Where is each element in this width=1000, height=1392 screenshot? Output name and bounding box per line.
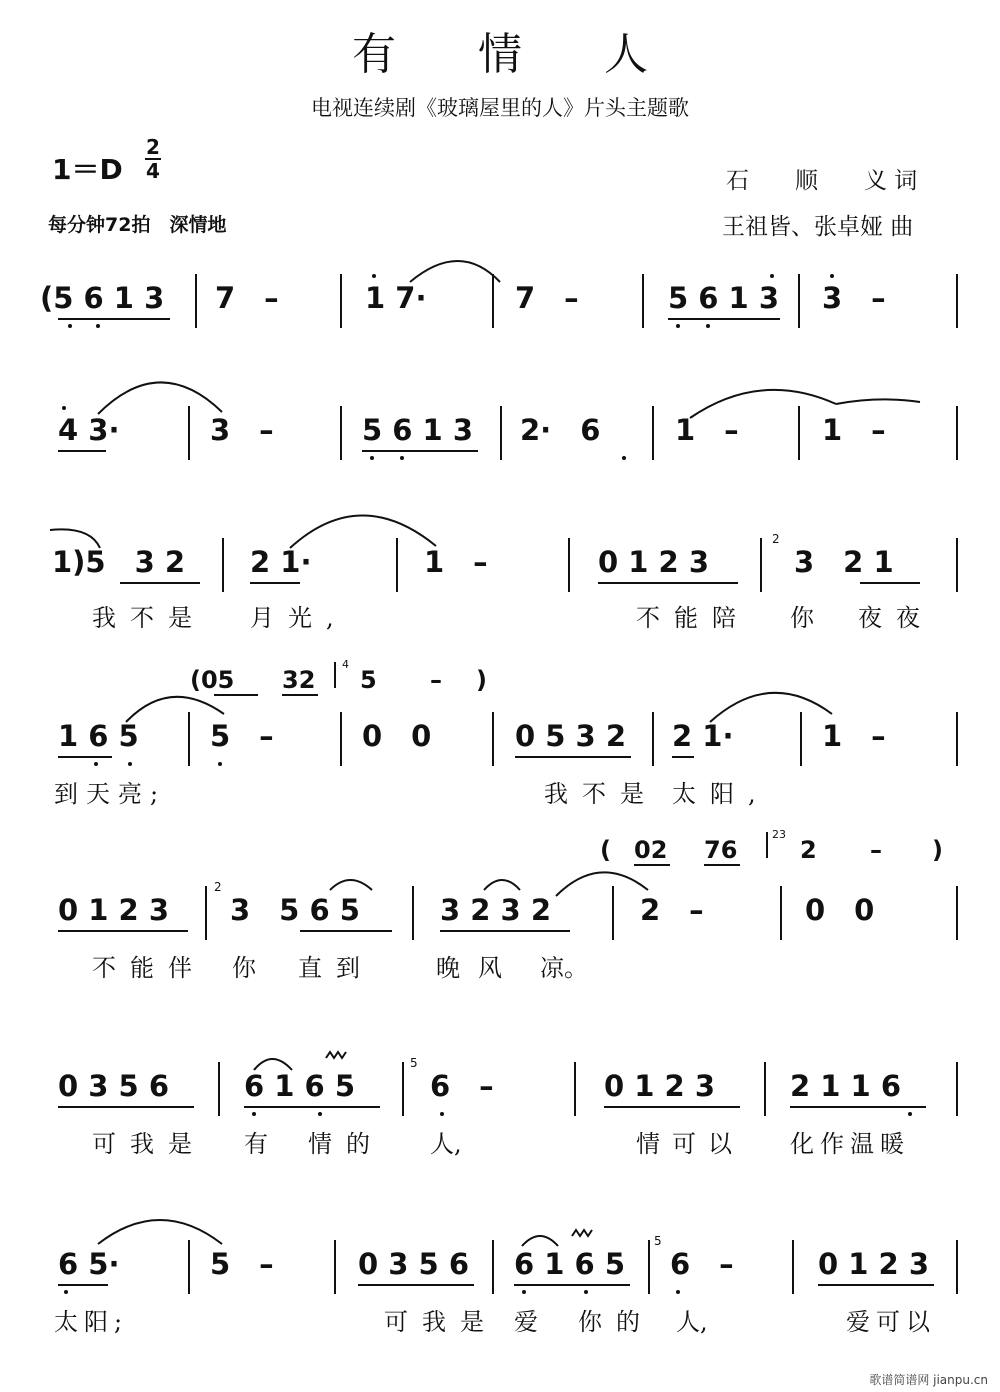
tempo-marking: 每分钟72拍 深情地: [48, 214, 227, 236]
slur: [98, 1220, 222, 1244]
lyric: 你: [232, 954, 256, 982]
lyric: 晚风: [436, 954, 520, 982]
measure: 5 6 1 3: [362, 413, 474, 447]
measure: 5 –: [210, 719, 274, 753]
slur: [836, 399, 920, 404]
measure: 0 1 2 3: [598, 545, 710, 579]
lyric: 夜夜: [858, 604, 934, 632]
lyric: 可我是: [92, 1130, 206, 1158]
measure: 3 2 3 2: [440, 893, 552, 927]
composer-credit: 王祖皆、张卓娅 曲: [722, 214, 914, 240]
slur: [484, 880, 520, 890]
lyric: 爱: [514, 1308, 538, 1336]
lyric: 直到: [298, 954, 374, 982]
measure: 6 1 6 5: [514, 1247, 626, 1281]
lyric: 化作温暖: [790, 1130, 910, 1158]
fill-note: (: [600, 836, 611, 864]
lyric: 不能陪: [636, 604, 750, 632]
key-signature: 1＝D: [52, 153, 123, 186]
time-signature-top: 2: [146, 135, 160, 159]
lyric: 不能伴: [92, 954, 206, 982]
measure: 1 –: [675, 413, 739, 447]
lyric: 你: [790, 604, 814, 632]
slur: [690, 390, 836, 418]
fill-note: ): [932, 836, 943, 864]
measure: 0 0: [362, 719, 432, 753]
measure: 7 –: [515, 281, 579, 315]
measure: 0 3 5 6: [58, 1069, 170, 1103]
measure: 6 1 6 5: [244, 1069, 356, 1103]
site-watermark: 歌谱简谱网 jianpu.cn: [869, 1373, 988, 1387]
lyric: 情可以: [636, 1130, 744, 1158]
measure: 6 –: [430, 1069, 494, 1103]
lyric: 情的: [308, 1130, 384, 1158]
slur: [98, 382, 222, 414]
measure: 2 1·: [672, 719, 734, 753]
slur: [330, 880, 372, 890]
fill-note: –: [430, 666, 442, 694]
measure: 1 7·: [365, 281, 427, 315]
fill-note: 02: [634, 836, 668, 864]
measure: 1 6 5: [58, 719, 139, 753]
measure: 1 –: [822, 413, 886, 447]
measure: 3 –: [822, 281, 886, 315]
lyricist-credit: 石 顺 义 词: [726, 168, 918, 194]
measure: 1)5 3 2: [52, 545, 186, 579]
measure: 0 1 2 3: [58, 893, 170, 927]
measure: 0 5 3 2: [515, 719, 627, 753]
lyric: 到天亮;: [54, 780, 167, 808]
measure: 2· 6: [520, 413, 601, 447]
lyric: 我不是: [544, 780, 658, 808]
slur: [710, 693, 832, 722]
fill-note: 32: [282, 666, 316, 694]
measure: 4 3·: [58, 413, 120, 447]
slur: [522, 1236, 558, 1246]
time-signature-bottom: 4: [146, 159, 160, 183]
song-title: 有 情 人: [352, 29, 682, 80]
trill-mark: [326, 1052, 346, 1058]
measure: 6 –: [670, 1247, 734, 1281]
fill-note: (05: [190, 666, 235, 694]
slur: [290, 515, 436, 548]
lyric: 人,: [430, 1130, 462, 1158]
fill-note: 76: [704, 836, 738, 864]
fill-note: 2: [800, 836, 817, 864]
grace-note: 5: [410, 1056, 418, 1070]
measure: 2 –: [640, 893, 704, 927]
measure: 3 2 1: [794, 545, 894, 579]
grace-note: 2: [772, 532, 780, 546]
lyric: 有: [244, 1130, 268, 1158]
slur: [556, 872, 648, 896]
fill-note: ): [476, 666, 487, 694]
slur: [50, 529, 100, 548]
trill-mark: [572, 1230, 592, 1236]
lyric: 人,: [676, 1308, 708, 1336]
song-subtitle: 电视连续剧《玻璃屋里的人》片头主题歌: [311, 96, 689, 120]
measure: 0 1 2 3: [818, 1247, 930, 1281]
grace-note: 2: [214, 880, 222, 894]
lyric: 你的: [578, 1308, 654, 1336]
measure: 0 1 2 3: [604, 1069, 716, 1103]
measure: (5 6 1 3: [40, 281, 165, 315]
measure: 3 –: [210, 413, 274, 447]
lyric: 可我是: [384, 1308, 498, 1336]
measure: 5 –: [210, 1247, 274, 1281]
lyric: 太阳,: [672, 780, 770, 808]
slur: [410, 261, 500, 282]
grace-note: 23: [772, 828, 786, 841]
measure: 2 1·: [250, 545, 312, 579]
measure: 7 –: [215, 281, 279, 315]
measure: 0 3 5 6: [358, 1247, 470, 1281]
fill-note: 5: [360, 666, 377, 694]
measure: 3 5 6 5: [230, 893, 360, 927]
slur: [126, 697, 224, 722]
grace-note: 4: [342, 658, 349, 671]
measure: 6 5·: [58, 1247, 120, 1281]
lyric: 凉。: [540, 954, 588, 982]
grace-note: 5: [654, 1234, 662, 1248]
fill-note: –: [870, 836, 882, 864]
measure: 1 –: [424, 545, 488, 579]
measure: 1 –: [822, 719, 886, 753]
lyric: 太阳;: [54, 1308, 129, 1336]
slur: [254, 1059, 292, 1070]
measure: 0 0: [805, 893, 875, 927]
lyric: 我不是: [92, 604, 206, 632]
lyric: 爱可以: [846, 1308, 936, 1336]
measure: 5 6 1 3: [668, 281, 780, 315]
lyric: 月光,: [250, 604, 348, 632]
measure: 2 1 1 6: [790, 1069, 902, 1103]
